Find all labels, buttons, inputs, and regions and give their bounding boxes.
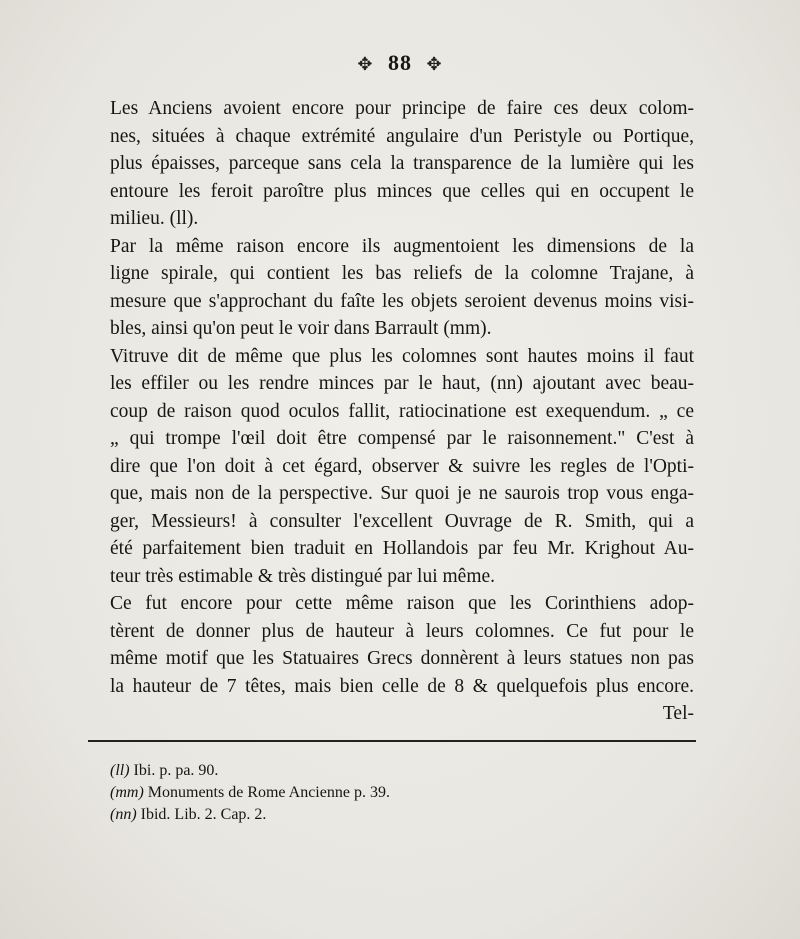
- footnote-divider: [88, 740, 696, 742]
- left-ornament-icon: ✥: [357, 54, 374, 74]
- right-ornament-icon: ✥: [426, 54, 443, 74]
- footnote-text: Ibi. p. pa. 90.: [133, 762, 219, 779]
- text-line: „ qui trompe l'œil doit être compensé par le raisonnement." C'est à: [110, 428, 694, 449]
- catchword: Tel-: [662, 703, 694, 724]
- text-line: mesure que s'approchant du faîte les objets seroient devenus moins visi-: [110, 290, 694, 312]
- text-line: Vitruve dit de même que plus les colomnes sont hautes moins il faut: [110, 345, 694, 367]
- text-line: les effiler ou les rendre minces par le haut, (nn) ajoutant avec beau-: [110, 373, 694, 394]
- body-text: [110, 95, 694, 728]
- page-header: [0, 50, 800, 76]
- text-line: même motif que les Statuaires Grecs donnèrent à leurs statues non pas: [110, 648, 694, 669]
- text-line: dire que l'on doit à cet égard, observer & suivre les regles de l'Opti-: [110, 455, 694, 477]
- footnote: [110, 804, 610, 826]
- footnote-text: Ibid. Lib. 2. Cap. 2.: [140, 806, 267, 823]
- text-line: Les Anciens avoient encore pour principe de faire ces deux colom-: [110, 98, 694, 119]
- footnote-text: Monuments de Rome Ancienne p. 39.: [147, 784, 390, 801]
- text-line: entoure les feroit paroître plus minces que celles qui en occupent le: [110, 180, 694, 202]
- text-line: tèrent de donner plus de hauteur à leurs colomnes. Ce fut pour le: [110, 620, 694, 642]
- text-line: Par la même raison encore ils augmentoient les dimensions de la: [110, 235, 694, 257]
- text-line: que, mais non de la perspective. Sur quoi je ne saurois trop vous enga-: [110, 483, 694, 504]
- text-line: ger, Messieurs! à consulter l'excellent Ouvrage de R. Smith, qui a: [110, 510, 694, 532]
- text-line: la hauteur de 7 têtes, mais bien celle de 8 & quelquefois plus encore.: [110, 675, 694, 697]
- text-line: nes, situées à chaque extrémité angulaire d'un Peristyle ou Portique,: [110, 125, 694, 147]
- footnote-key: (mm): [110, 784, 144, 801]
- text-line: ligne spirale, qui contient les bas reliefs de la colomne Trajane, à: [110, 263, 694, 284]
- text-line: coup de raison quod oculos fallit, ratiocinatione est exequendum. „ ce: [110, 400, 694, 422]
- footnote-key: (nn): [110, 806, 137, 823]
- text-line: teur très estimable & très distingué par lui même.: [110, 565, 496, 587]
- text-line: plus épaisses, parceque sans cela la transparence de la lumière qui les: [110, 153, 694, 174]
- text-line: milieu. (ll).: [110, 208, 199, 229]
- footnote: [110, 760, 610, 782]
- footnote: [110, 782, 610, 804]
- footnote-key: (ll): [110, 762, 130, 779]
- text-line: bles, ainsi qu'on peut le voir dans Barrault (mm).: [110, 318, 492, 339]
- text-line: été parfaitement bien traduit en Hollandois par feu Mr. Krighout Au-: [110, 538, 694, 559]
- text-line: Ce fut encore pour cette même raison que les Corinthiens adop-: [110, 593, 694, 614]
- footnotes: [110, 760, 610, 826]
- page-number: 88: [388, 50, 412, 75]
